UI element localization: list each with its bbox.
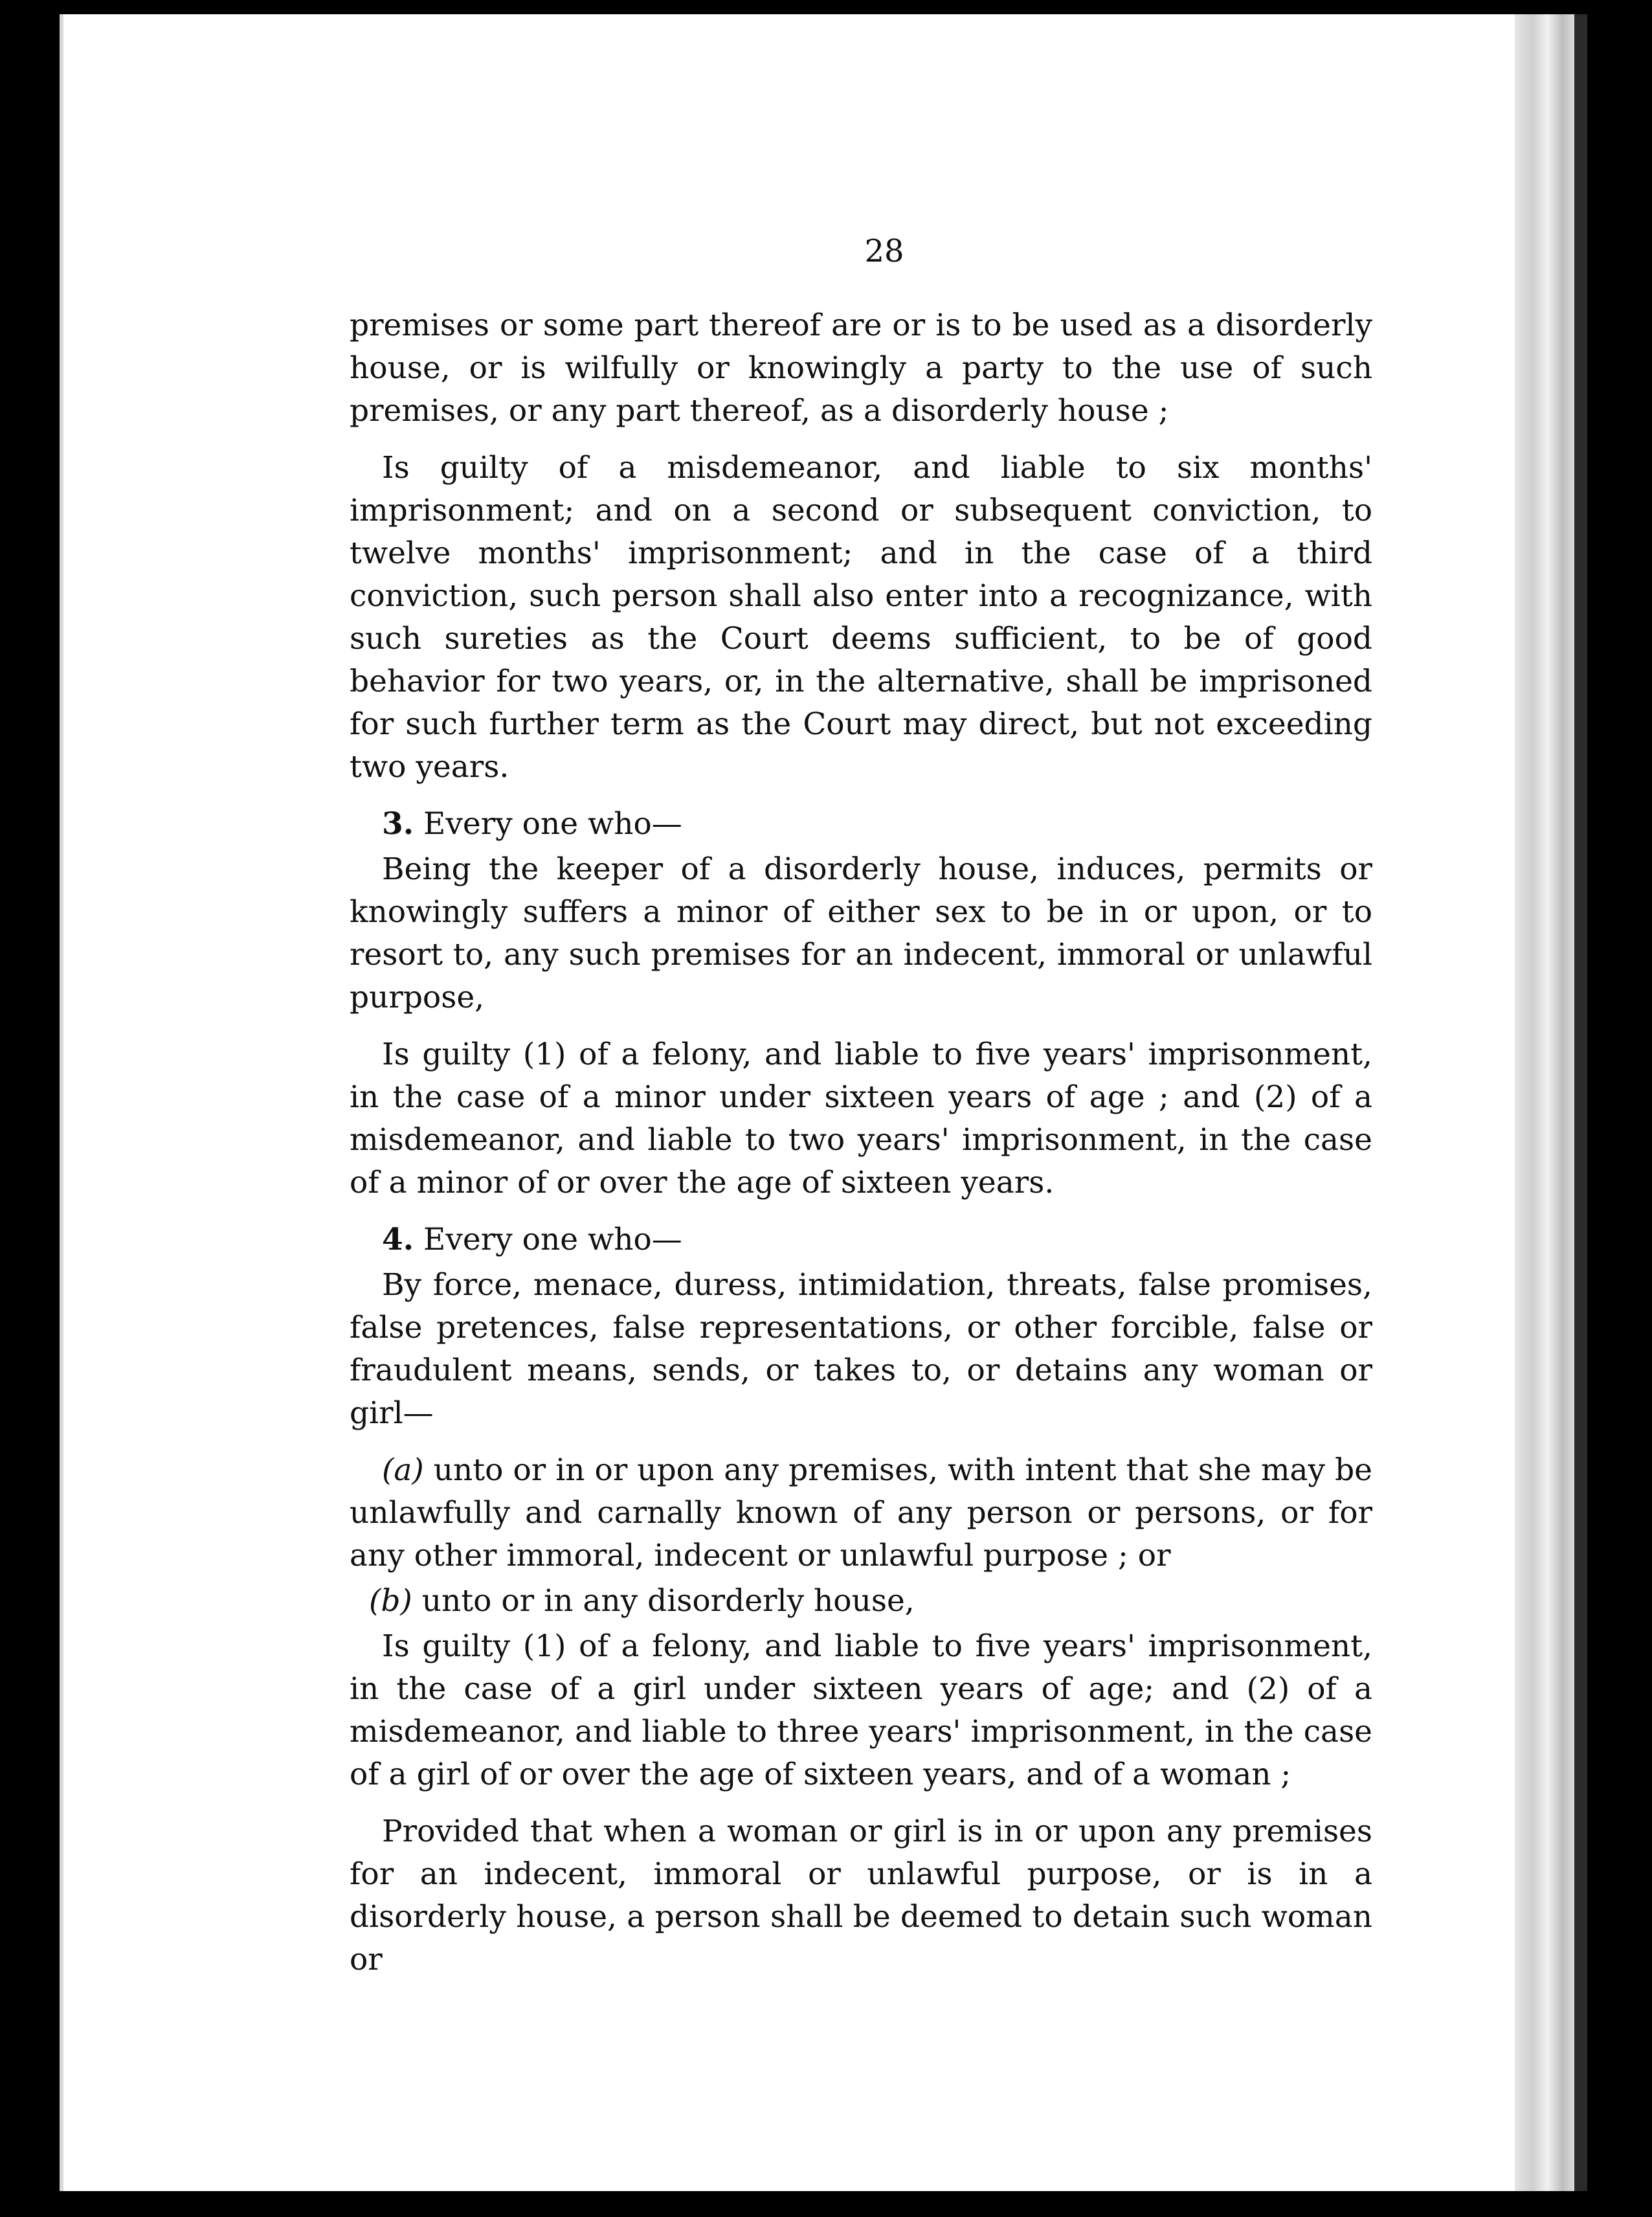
section-4-number: 4. <box>382 1222 414 1257</box>
body-text <box>350 304 1372 1996</box>
page-edge <box>1515 14 1574 2191</box>
subclause-b-label: (b) <box>369 1583 412 1619</box>
section-4-heading <box>350 1219 1372 1261</box>
subclause-a-label: (a) <box>382 1452 424 1488</box>
scan-border <box>1574 14 1587 2191</box>
subclause-b-text: unto or in any disorderly house, <box>421 1583 915 1619</box>
page-number: 28 <box>864 233 904 269</box>
subclause-a <box>350 1449 1372 1577</box>
section-3-heading <box>350 803 1372 846</box>
subclause-b <box>350 1580 1372 1623</box>
section-4-clause: By force, menace, duress, intimidation, threats, false promises, false pretences, false representations, or other forcible, false or fraudulent means, sends, or takes to, or detains any woman or girl— <box>350 1267 1372 1431</box>
section-3-clause: Being the keeper of a disorderly house, induces, permits or knowingly suffers a minor of either sex to be in or upon, or to resort to, any such premises for an indecent, immoral or unlawful purpose, <box>350 851 1372 1015</box>
section-3-penalty: Is guilty (1) of a felony, and liable to five years' imprisonment, in the case of a minor under sixteen years of age ; and (2) of a misdemeanor, and liable to two years' imprisonment, in the case of a minor of or over the age of sixteen years. <box>350 1037 1372 1200</box>
section-3-lead: Every one who— <box>423 806 682 842</box>
section-4-penalty: Is guilty (1) of a felony, and liable to five years' imprisonment, in the case of a girl under sixteen years of age; and (2) of a misdemeanor, and liable to three years' imprisonment, in the case of a girl of or over the age of sixteen years, and of a woman ; <box>350 1628 1372 1792</box>
section-3-number: 3. <box>382 806 414 842</box>
section-4-lead: Every one who— <box>423 1222 682 1257</box>
subclause-a-text: unto or in or upon any premises, with intent that she may be unlawfully and carnally known of any person or persons, or for any other immoral, indecent or unlawful purpose ; or <box>350 1452 1372 1573</box>
paragraph-penalty-1: Is guilty of a misdemeanor, and liable to six months' imprisonment; and on a second or subsequent conviction, to twelve months' imprisonment; and in the case of a third conviction, such person shall also enter into a recognizance, with such sureties as the Court deems sufficient, to be of good behavior for two years, or, in the alternative, shall be imprisoned for such further term as the Court may direct, but not exceeding two years. <box>350 450 1372 785</box>
paragraph-continuation: premises or some part thereof are or is to be used as a disorderly house, or is wilfully or knowingly a party to the use of such premises, or any part thereof, as a disorderly house ; <box>350 308 1372 429</box>
proviso: Provided that when a woman or girl is in or upon any premises for an indecent, immoral or unlawful purpose, or is in a disorderly house, a person shall be deemed to detain such woman or <box>350 1814 1372 1977</box>
